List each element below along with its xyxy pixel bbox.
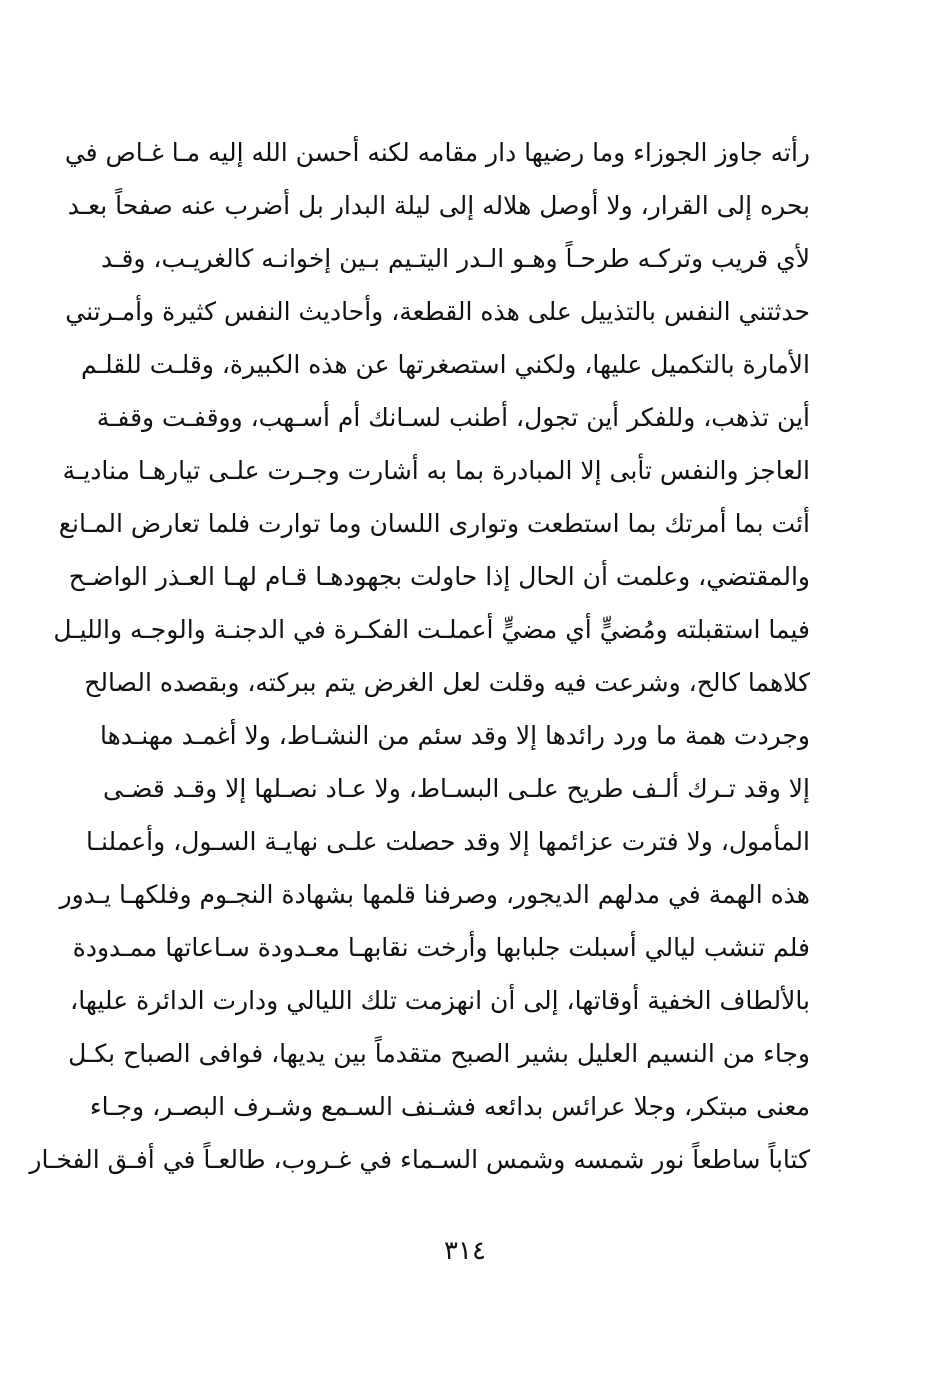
text-line: العاجز والنفس تأبى إلا المبادرة بما به أشارت وجـرت علـى تيارهـا مناديـة [62,456,810,485]
text-line: حدثتني النفس بالتذييل على هذه القطعة، وأحاديث النفس كثيرة وأمـرتني [65,297,810,326]
text-line: الأمارة بالتكميل عليها، ولكني استصغرتها عن هذه الكبيرة، وقلـت للقلـم [81,350,810,379]
text-line: وجاء من النسيم العليل بشير الصبح متقدماً بين يديها، فوافى الصباح بكـل [68,1039,810,1068]
text-line: بالألطاف الخفية أوقاتها، إلى أن انهزمت تلك الليالي ودارت الدائرة عليها، [70,986,810,1015]
body-text [29,126,810,1186]
text-line: معنى مبتكر، وجلا عرائس بدائعه فشـنف السـمع وشـرف البصـر، وجـاء [89,1092,810,1121]
text-line: رأته جاوز الجوزاء وما رضيها دار مقامه لكنه أحسن الله إليه مـا غـاص في [64,138,810,167]
text-line: أئت بما أمرتك بما استطعت وتوارى اللسان وما توارت فلما تعارض المـانع [58,509,810,538]
text-line: هذه الهمة في مدلهم الديجور، وصرفنا قلمها بشهادة النجـوم وفلكهـا يـدور [59,880,810,909]
text-line: أين تذهب، وللفكر أين تجول، أطنب لسـانك أم أسـهب، ووقفـت وقفـة [96,403,810,432]
text-line: كلاهما كالح، وشرعت فيه وقلت لعل الغرض يتم ببركته، وبقصده الصالح [84,668,810,697]
text-line: لأي قريب وتركـه طرحـاً وهـو الـدر اليتـيم بـين إخوانـه كالغريـب، وقـد [101,244,810,273]
text-line: فيما استقبلته ومُضيٍّ أي مضيٍّ أعملـت الفكـرة في الدجنـة والوجـه والليـل [53,615,810,644]
text-line: وجردت همة ما ورد رائدها إلا وقد سئم من النشـاط، ولا أغمـد مهنـدها [100,721,810,750]
text-line: فلم تنشب ليالي أسبلت جلبابها وأرخت نقابهـا معـدودة سـاعاتها ممـدودة [72,933,810,962]
text-line: كتاباً ساطعاً نور شمسه وشمس السـماء في غـروب، طالعـاً في أفـق الفخـار [29,1145,810,1174]
text-line: المأمول، ولا فترت عزائمها إلا وقد حصلت علـى نهايـة السـول، وأعملنـا [86,827,810,856]
text-line: بحره إلى القرار، ولا أوصل هلاله إلى ليلة البدار بل أضرب عنه صفحاً بعـد [67,191,810,220]
text-line: والمقتضي، وعلمت أن الحال إذا حاولت بجهودهـا قـام لهـا العـذر الواضـح [68,562,810,591]
page-number: ٣١٤ [444,1236,486,1266]
text-line: إلا وقد تـرك ألـف طريح علـى البسـاط، ولا عـاد نصـلها إلا وقـد قضـى [102,774,810,803]
